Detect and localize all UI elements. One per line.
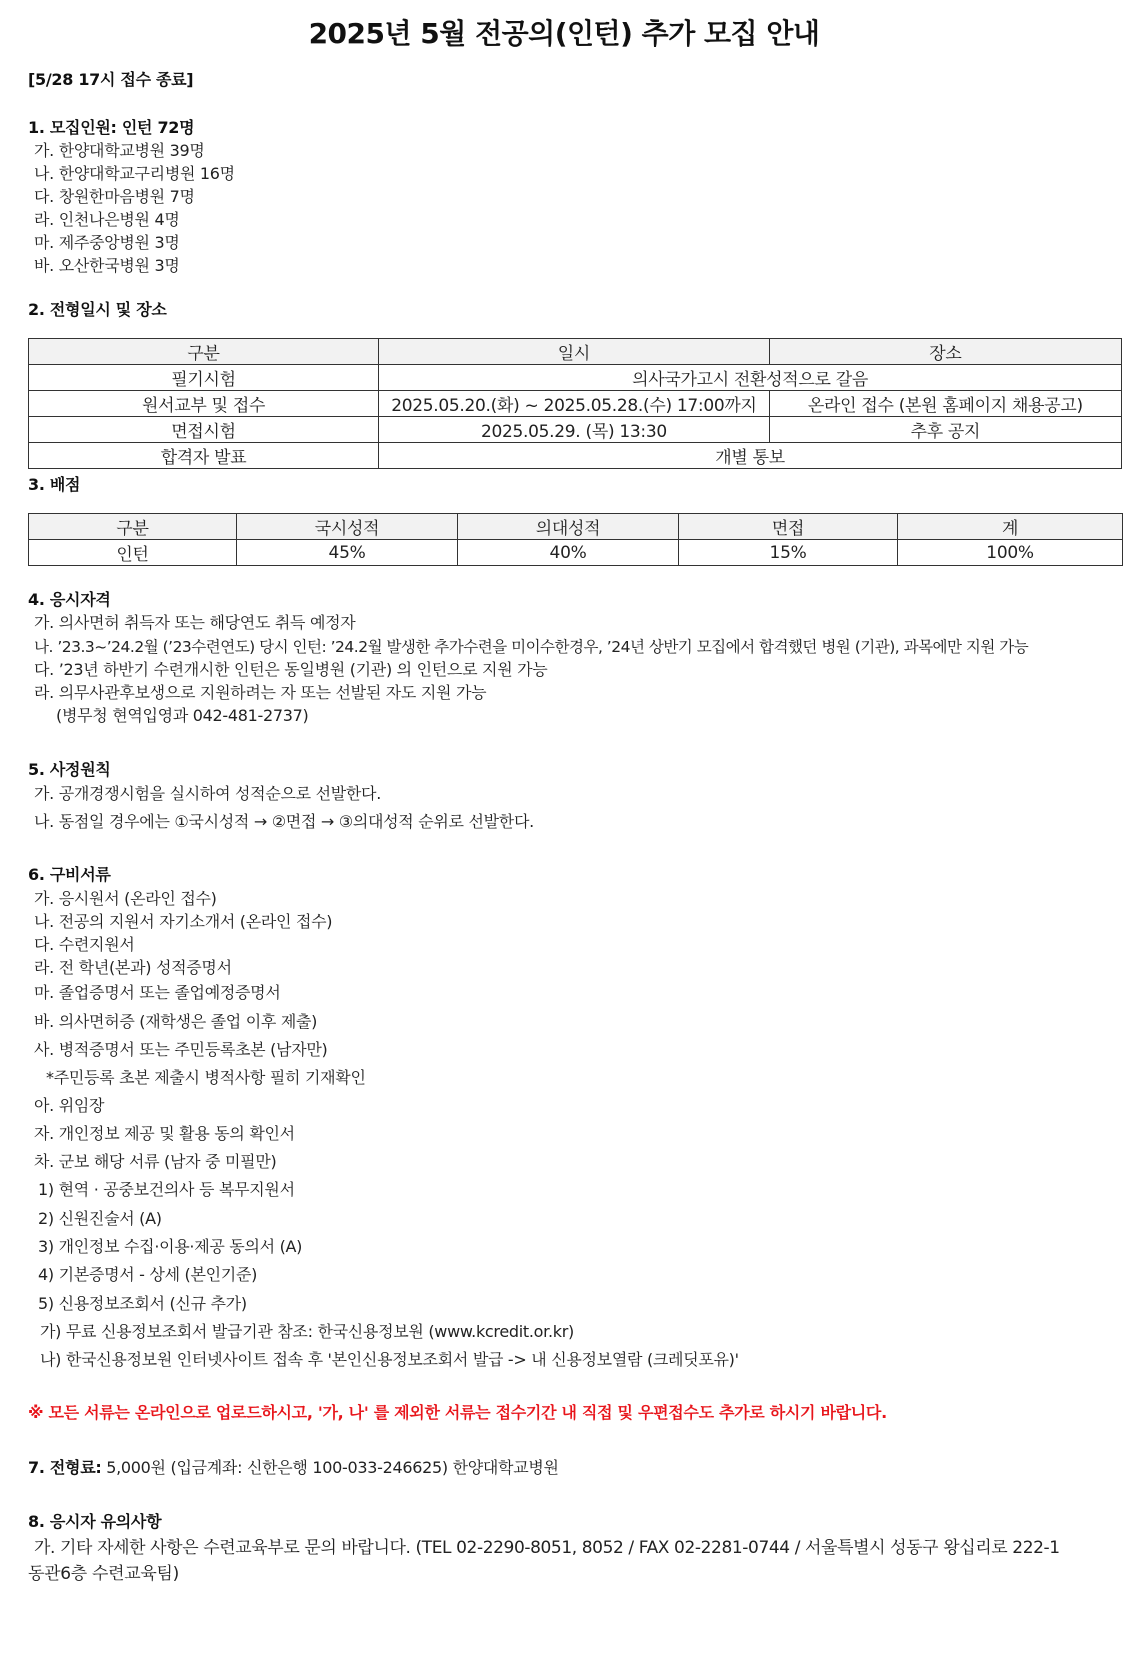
table-row (29, 443, 1122, 469)
list-item-continuation: 동관6층 수련교육팀) (28, 1564, 179, 1584)
list-item: 나. 동점일 경우에는 ①국시성적 → ②면접 → ③의대성적 순위로 선발한다. (34, 812, 534, 831)
list-item: 마. 제주중앙병원 3명 (34, 233, 180, 252)
list-item: 나) 한국신용정보원 인터넷사이트 접속 후 '본인신용정보조회서 발급 -> 내 신용정보열람 (크레딧포유)' (40, 1350, 739, 1369)
table-cell: 개별 통보 (379, 443, 1122, 469)
list-item: 다. 수련지원서 (34, 935, 135, 954)
list-item: 나. 한양대학교구리병원 16명 (34, 164, 235, 183)
table-header-row (29, 514, 1123, 540)
list-item: 4) 기본증명서 - 상세 (본인기준) (38, 1265, 258, 1284)
section-8-heading: 8. 응시자 유의사항 (28, 1512, 162, 1531)
table-header-cell: 구분 (29, 514, 237, 540)
list-item: 가) 무료 신용정보조회서 발급기관 참조: 한국신용정보원 (www.kcredit.or.kr) (40, 1322, 574, 1341)
table-cell: 의사국가고시 전환성적으로 갈음 (379, 365, 1122, 391)
table-header-cell: 면접 (679, 514, 898, 540)
table-cell: 추후 공지 (769, 417, 1121, 443)
section-1-heading: 1. 모집인원: 인턴 72명 (28, 118, 195, 137)
upload-notice: ※ 모든 서류는 온라인으로 업로드하시고, '가, 나' 를 제외한 서류는 접수기간 내 직접 및 우편접수도 추가로 하시기 바랍니다. (28, 1403, 887, 1422)
table-cell: 40% (458, 540, 679, 566)
table-row (29, 365, 1122, 391)
list-item: 1) 현역 · 공중보건의사 등 복무지원서 (38, 1180, 295, 1199)
table-cell: 면접시험 (29, 417, 379, 443)
list-item: 가. 공개경쟁시험을 실시하여 성적순으로 선발한다. (34, 784, 381, 803)
section-6-heading: 6. 구비서류 (28, 865, 111, 884)
table-cell: 온라인 접수 (본원 홈페이지 채용공고) (769, 391, 1121, 417)
list-item: 다. 창원한마음병원 7명 (34, 187, 195, 206)
table-header-cell: 장소 (769, 339, 1121, 365)
table-header-cell: 일시 (379, 339, 770, 365)
section-3-heading: 3. 배점 (28, 475, 81, 494)
section-7 (28, 1458, 559, 1478)
table-row (29, 417, 1122, 443)
section-7-label: 7. 전형료: (28, 1458, 102, 1477)
table-cell: 원서교부 및 접수 (29, 391, 379, 417)
table-cell: 2025.05.20.(화) ~ 2025.05.28.(수) 17:00까지 (379, 391, 770, 417)
page-title: 2025년 5월 전공의(인턴) 추가 모집 안내 (308, 17, 820, 50)
list-item: 가. 의사면허 취득자 또는 해당연도 취득 예정자 (34, 613, 356, 632)
list-item: 가. 기타 자세한 사항은 수련교육부로 문의 바랍니다. (TEL 02-2290-8051, 8052 / FAX 02-2281-0744 / 서울특별시 성동구 왕십리로 222-1 (34, 1538, 1060, 1558)
list-item: 가. 응시원서 (온라인 접수) (34, 889, 217, 908)
list-item: 가. 한양대학교병원 39명 (34, 141, 205, 160)
deadline-notice: [5/28 17시 접수 종료] (28, 70, 194, 89)
list-item-note: *주민등록 초본 제출시 병적사항 필히 기재확인 (46, 1068, 366, 1087)
section-4-heading: 4. 응시자격 (28, 590, 111, 609)
section-2-heading: 2. 전형일시 및 장소 (28, 300, 167, 319)
table-header-cell: 의대성적 (458, 514, 679, 540)
score-table (28, 513, 1123, 566)
table-cell: 인턴 (29, 540, 237, 566)
list-item: 라. 인천나은병원 4명 (34, 210, 180, 229)
list-item: 자. 개인정보 제공 및 활용 동의 확인서 (34, 1124, 295, 1143)
table-cell: 45% (237, 540, 458, 566)
list-item: 아. 위임장 (34, 1096, 105, 1115)
list-item: 바. 오산한국병원 3명 (34, 256, 180, 275)
list-item: 나. 전공의 지원서 자기소개서 (온라인 접수) (34, 912, 333, 931)
section-5-heading: 5. 사정원칙 (28, 760, 111, 779)
list-item-note: (병무청 현역입영과 042-481-2737) (56, 706, 309, 725)
table-header-cell: 계 (898, 514, 1123, 540)
table-cell: 15% (679, 540, 898, 566)
table-cell: 100% (898, 540, 1123, 566)
table-header-cell: 구분 (29, 339, 379, 365)
table-cell: 필기시험 (29, 365, 379, 391)
list-item: 바. 의사면허증 (재학생은 졸업 이후 제출) (34, 1012, 318, 1031)
list-item: 2) 신원진술서 (A) (38, 1209, 162, 1228)
list-item: 나. ’23.3~’24.2월 (’23수련연도) 당시 인턴: ’24.2월 발생한 추가수련을 미이수한경우, ’24년 상반기 모집에서 합격했던 병원 (기관), 과목에만 지원 가능 (34, 638, 1029, 656)
table-header-row (29, 339, 1122, 365)
list-item: 사. 병적증명서 또는 주민등록초본 (남자만) (34, 1040, 328, 1059)
list-item: 5) 신용정보조회서 (신규 추가) (38, 1294, 247, 1313)
table-cell: 합격자 발표 (29, 443, 379, 469)
list-item: 다. ’23년 하반기 수련개시한 인턴은 동일병원 (기관) 의 인턴으로 지원 가능 (34, 660, 548, 679)
list-item: 차. 군보 해당 서류 (남자 중 미필만) (34, 1152, 277, 1171)
list-item: 마. 졸업증명서 또는 졸업예정증명서 (34, 983, 281, 1002)
schedule-table (28, 338, 1122, 469)
list-item: 3) 개인정보 수집·이용·제공 동의서 (A) (38, 1237, 303, 1256)
list-item: 라. 전 학년(본과) 성적증명서 (34, 958, 232, 977)
section-7-text: 5,000원 (입금계좌: 신한은행 100-033-246625) 한양대학교병원 (106, 1458, 559, 1477)
table-row (29, 391, 1122, 417)
table-cell: 2025.05.29. (목) 13:30 (379, 417, 770, 443)
list-item: 라. 의무사관후보생으로 지원하려는 자 또는 선발된 자도 지원 가능 (34, 683, 487, 702)
table-header-cell: 국시성적 (237, 514, 458, 540)
table-row (29, 540, 1123, 566)
